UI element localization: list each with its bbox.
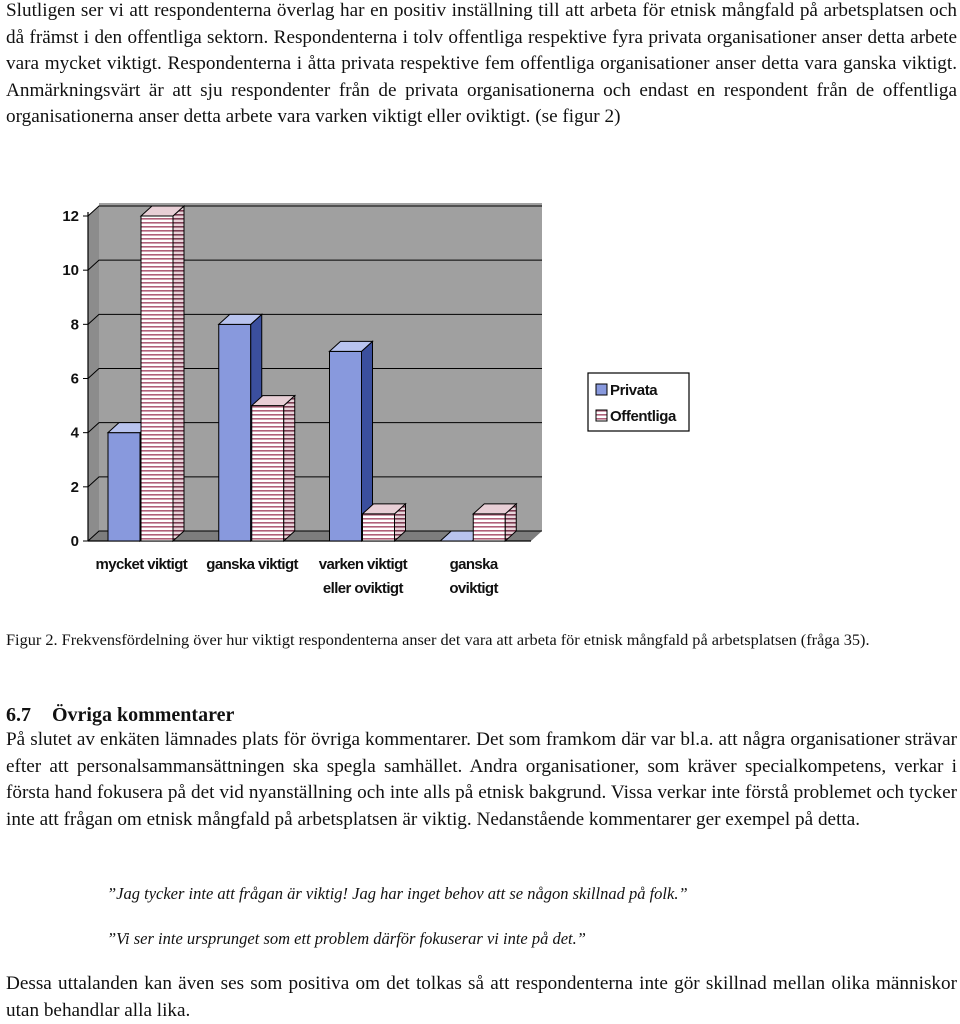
- bar-offentliga: [363, 504, 406, 541]
- bar-front: [141, 216, 173, 541]
- y-tick-label: 0: [70, 533, 79, 550]
- bar-offentliga: [141, 206, 184, 541]
- bar-side: [284, 396, 295, 541]
- y-tick-label: 10: [62, 262, 79, 280]
- y-tick-label: 6: [70, 370, 79, 388]
- x-tick-label: ganska viktigt: [206, 556, 298, 573]
- x-tick-label: varken viktigt: [318, 556, 408, 573]
- x-tick-label: eller oviktigt: [322, 580, 403, 597]
- body-paragraph: På slutet av enkäten lämnades plats för övriga kommentarer. Det som framkom där var bl.a. att några organisationer strävar efter att personalsammansättningen ska spegla samhället. Andra organisationer, som kräver specialkompetens, verkar i första hand fokusera på det vid nyanställning och inte alls på etnisk bakgrund. Vissa verkar inte förstå problemet och tycker inte att frågan om etnisk mångfald på arbetsplatsen är viktig. Nedanstående kommentarer ger exempel på detta.: [6, 729, 957, 830]
- bar-chart-svg: [0, 170, 720, 610]
- legend-swatch: [596, 384, 607, 395]
- legend-label: Offentliga: [610, 408, 676, 425]
- x-tick-label: ganska: [449, 556, 498, 573]
- bar-offentliga: [252, 396, 295, 541]
- y-tick-label: 8: [70, 316, 79, 334]
- bar-front: [108, 433, 140, 541]
- legend: [588, 373, 689, 431]
- bar-side: [173, 206, 184, 541]
- bar-front: [330, 351, 362, 541]
- section-number: 6.7: [6, 704, 31, 726]
- body-paragraph: Dessa uttalanden kan även ses som positiva om det tolkas så att respondenterna inte gör skillnad mellan olika människor utan behandlar alla lika.: [6, 973, 957, 1021]
- section-title: Övriga kommentarer: [52, 704, 235, 726]
- bar-front: [219, 324, 251, 541]
- quote: ”Jag tycker inte att frågan är viktig! Jag har inget behov att se någon skillnad på folk.”: [107, 884, 688, 903]
- section-heading: [6, 702, 234, 728]
- bar-front: [473, 514, 505, 541]
- quote: ”Vi ser inte ursprunget som ett problem därför fokuserar vi inte på det.”: [107, 929, 586, 948]
- bar-front: [252, 406, 284, 541]
- figure-caption: Figur 2. Frekvensfördelning över hur viktigt respondenterna anser det vara att arbeta för etnisk mångfald på arbetsplatsen (fråga 35).: [6, 630, 870, 649]
- x-tick-label: mycket viktigt: [95, 556, 188, 573]
- y-tick-label: 12: [62, 208, 79, 225]
- body-paragraph: Slutligen ser vi att respondenterna överlag har en positiv inställning till att arbeta för etnisk mångfald på arbetsplatsen och då främst i den offentliga sektorn. Respondenterna i tolv offentliga respektive fyra privata organisationer anser detta arbete vara mycket viktigt. Respondenterna i åtta privata respektive fem offentliga organisationer anser detta vara ganska viktigt. Anmärkningsvärt är att sju respondenter från de privata organisationerna och endast en respondent från de offentliga organisationerna anser detta arbete vara varken viktigt eller oviktigt. (se figur 2): [6, 0, 957, 127]
- bar-offentliga: [473, 504, 516, 541]
- legend-swatch: [596, 410, 607, 421]
- y-tick-label: 2: [70, 478, 79, 496]
- y-tick-label: 4: [70, 424, 79, 442]
- bar-chart: [0, 170, 720, 610]
- bar-front: [363, 514, 395, 541]
- legend-label: Privata: [610, 382, 658, 399]
- x-tick-label: oviktigt: [449, 580, 498, 597]
